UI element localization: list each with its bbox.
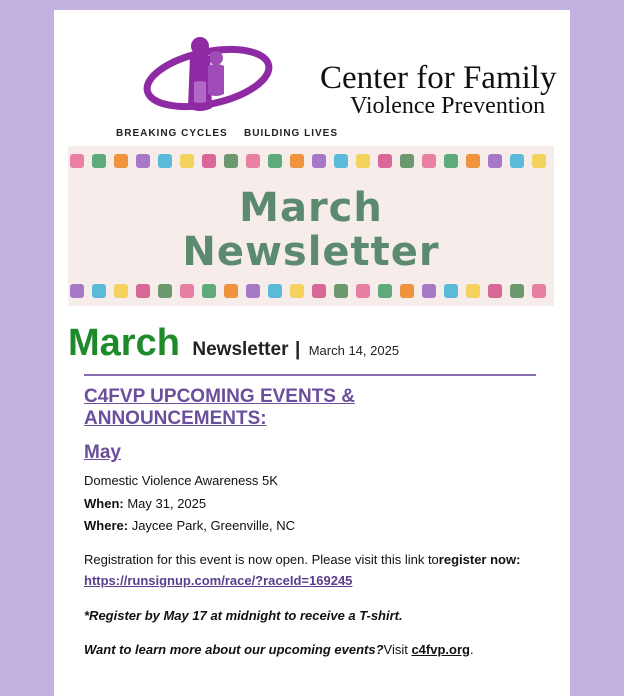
decorative-tile <box>444 154 458 168</box>
decorative-tile <box>488 154 502 168</box>
registration-link[interactable]: https://runsignup.com/race/?raceId=169245 <box>84 573 353 588</box>
event-name: Domestic Violence Awareness 5K <box>84 473 278 488</box>
decorative-tile <box>114 154 128 168</box>
registration-bold: register now: <box>438 552 521 567</box>
decorative-tile <box>532 154 546 168</box>
decorative-tile <box>378 154 392 168</box>
decorative-tile <box>334 154 348 168</box>
decorative-tile <box>202 284 216 298</box>
registration-text <box>84 552 520 567</box>
heading-month: March <box>68 322 180 364</box>
heading-date: March 14, 2025 <box>308 343 400 358</box>
decorative-tile <box>136 284 150 298</box>
decorative-tiles-bottom <box>68 284 554 298</box>
banner-line-1: March <box>239 185 383 231</box>
decorative-tile <box>510 154 524 168</box>
decorative-tile <box>532 284 546 298</box>
march-newsletter-banner <box>68 146 554 306</box>
banner-line-2: Newsletter <box>182 229 440 275</box>
decorative-tile <box>312 284 326 298</box>
decorative-tile <box>180 154 194 168</box>
decorative-tile <box>334 284 348 298</box>
when-value: May 31, 2025 <box>127 496 207 511</box>
decorative-tile <box>378 284 392 298</box>
logo-title: Center for Family <box>320 60 557 96</box>
tagline-left: BREAKING CYCLES <box>116 128 228 139</box>
decorative-tile <box>202 154 216 168</box>
decorative-tile <box>290 154 304 168</box>
decorative-tile <box>224 154 238 168</box>
decorative-tile <box>356 154 370 168</box>
registration-link-row <box>84 573 352 588</box>
decorative-tile <box>422 154 436 168</box>
decorative-tile <box>224 284 238 298</box>
decorative-tile <box>510 284 524 298</box>
decorative-tile <box>70 154 84 168</box>
decorative-tile <box>290 284 304 298</box>
decorative-tile <box>268 154 282 168</box>
learn-more-visit: Visit <box>383 642 412 657</box>
newsletter-page <box>54 10 570 696</box>
decorative-tile <box>92 284 106 298</box>
where-label: Where: <box>84 518 129 533</box>
website-link[interactable]: c4fvp.org <box>411 642 470 657</box>
when-label: When: <box>84 496 124 511</box>
decorative-tile <box>422 284 436 298</box>
heading-separator: | <box>294 339 301 360</box>
where-value: Jaycee Park, Greenville, NC <box>131 518 295 533</box>
decorative-tile <box>92 154 106 168</box>
decorative-tile <box>488 284 502 298</box>
decorative-tile <box>466 284 480 298</box>
decorative-tile <box>246 154 260 168</box>
decorative-tile <box>312 154 326 168</box>
decorative-tile <box>400 284 414 298</box>
learn-more-row <box>84 642 474 657</box>
event-when <box>84 496 206 511</box>
logo-subtitle: Violence Prevention <box>350 93 546 119</box>
events-month: May <box>84 442 121 463</box>
tshirt-note-row <box>84 608 403 623</box>
tshirt-note: *Register by May 17 at midnight to receive a T-shirt. <box>84 608 403 623</box>
section-divider <box>84 374 536 376</box>
organization-logo <box>140 32 557 120</box>
decorative-tile <box>114 284 128 298</box>
decorative-tile <box>246 284 260 298</box>
learn-more-question: Want to learn more about our upcoming events? <box>84 642 384 657</box>
decorative-tile <box>70 284 84 298</box>
registration-body: Registration for this event is now open. Please visit this link to <box>84 552 439 567</box>
tagline-right: BUILDING LIVES <box>244 128 339 139</box>
newsletter-heading <box>68 322 399 365</box>
decorative-tile <box>400 154 414 168</box>
family-figures-icon <box>140 32 320 120</box>
decorative-tile <box>268 284 282 298</box>
decorative-tile <box>356 284 370 298</box>
event-where <box>84 518 295 533</box>
decorative-tile <box>444 284 458 298</box>
decorative-tile <box>158 284 172 298</box>
events-section-title: C4FVP UPCOMING EVENTS & ANNOUNCEMENTS: <box>84 386 355 429</box>
heading-title: Newsletter <box>192 339 289 360</box>
decorative-tiles-top <box>68 154 554 168</box>
decorative-tile <box>158 154 172 168</box>
decorative-tile <box>136 154 150 168</box>
decorative-tile <box>466 154 480 168</box>
decorative-tile <box>180 284 194 298</box>
learn-more-end: . <box>469 642 474 657</box>
